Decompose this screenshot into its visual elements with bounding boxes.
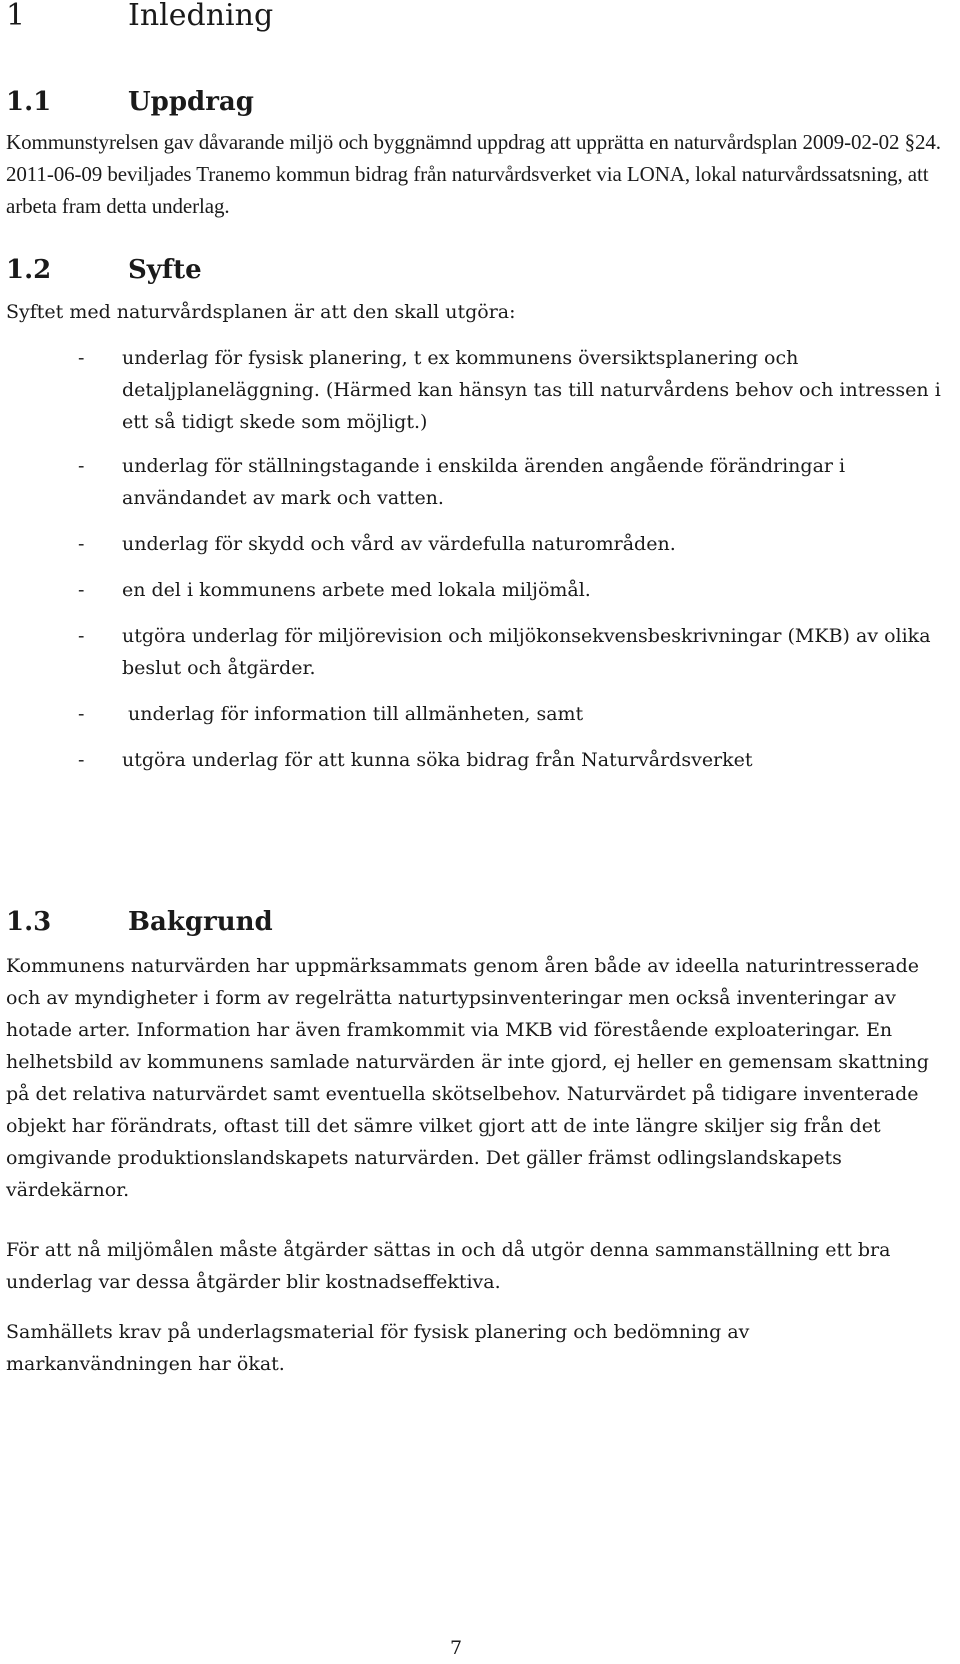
list-item-text: utgöra underlag för miljörevision och miljökonsekvensbeskrivningar (MKB) av olika beslut och åtgärder. [122,625,931,679]
section-number: 1.3 [6,907,52,937]
list-item-text: underlag för ställningstagande i enskilda ärenden angående förändringar i användandet av mark och vatten. [122,455,846,509]
chapter-heading [6,0,273,38]
section-heading-uppdrag [6,84,254,120]
section-title: Uppdrag [128,87,254,117]
section-number: 1.1 [6,87,52,117]
dash-bullet: - [78,625,85,647]
section-heading-syfte [6,252,202,288]
dash-bullet: - [78,703,85,725]
section-title: Bakgrund [128,907,273,937]
chapter-title: Inledning [128,0,274,33]
dash-bullet: - [78,455,85,477]
dash-bullet: - [78,533,85,555]
dash-bullet: - [78,579,85,601]
list-item-text: underlag för skydd och vård av värdefulla naturområden. [122,533,676,555]
dash-bullet: - [78,347,85,369]
dash-bullet: - [78,749,85,771]
section-number: 1.2 [6,255,52,285]
list-item-text: underlag för information till allmänheten, samt [128,703,584,725]
bakgrund-paragraph-3: Samhällets krav på underlagsmaterial för fysisk planering och bedömning av markanvändningen har ökat. [6,1321,750,1375]
uppdrag-paragraph: Kommunstyrelsen gav dåvarande miljö och byggnämnd uppdrag att upprätta en naturvårdsplan 2009-02-02 §24. 2011-06-09 beviljades Tranemo kommun bidrag från naturvårdsverket via LONA, lokal naturvårdssatsning, att arbeta fram detta underlag. [6,130,941,218]
list-item-text: utgöra underlag för att kunna söka bidrag från Naturvårdsverket [122,749,753,771]
list-item-text: en del i kommunens arbete med lokala miljömål. [122,579,591,601]
bakgrund-paragraph-1: Kommunens naturvärden har uppmärksammats genom åren både av ideella naturintresserade och av myndigheter i form av regelrätta naturtypsinventeringar men också inventeringar av hotade arter. Information har även framkommit via MKB vid förestående exploateringar. En helhetsbild av kommunens samlade naturvärden är inte gjord, ej heller en gemensam skattning på det relativa naturvärdet samt eventuella skötselbehov. Naturvärdet på tidigare inventerade objekt har förändrats, oftast till det sämre vilket gjort att de inte längre skiljer sig från det omgivande produktionslandskapets naturvärden. Det gäller främst odlingslandskapets värdekärnor. [6,955,929,1201]
chapter-number: 1 [6,0,26,33]
section-title: Syfte [128,255,202,285]
list-item-text: underlag för fysisk planering, t ex kommunens översiktsplanering och detaljplaneläggning. (Härmed kan hänsyn tas till naturvårdens behov och intressen i ett så tidigt skede som möjligt.) [122,347,941,433]
bakgrund-paragraph-2: För att nå miljömålen måste åtgärder sättas in och då utgör denna sammanställning ett bra underlag var dessa åtgärder blir kostnadseffektiva. [6,1239,891,1293]
page-number: 7 [449,1637,463,1659]
section-heading-bakgrund [6,904,273,940]
syfte-intro: Syftet med naturvårdsplanen är att den skall utgöra: [6,301,516,323]
